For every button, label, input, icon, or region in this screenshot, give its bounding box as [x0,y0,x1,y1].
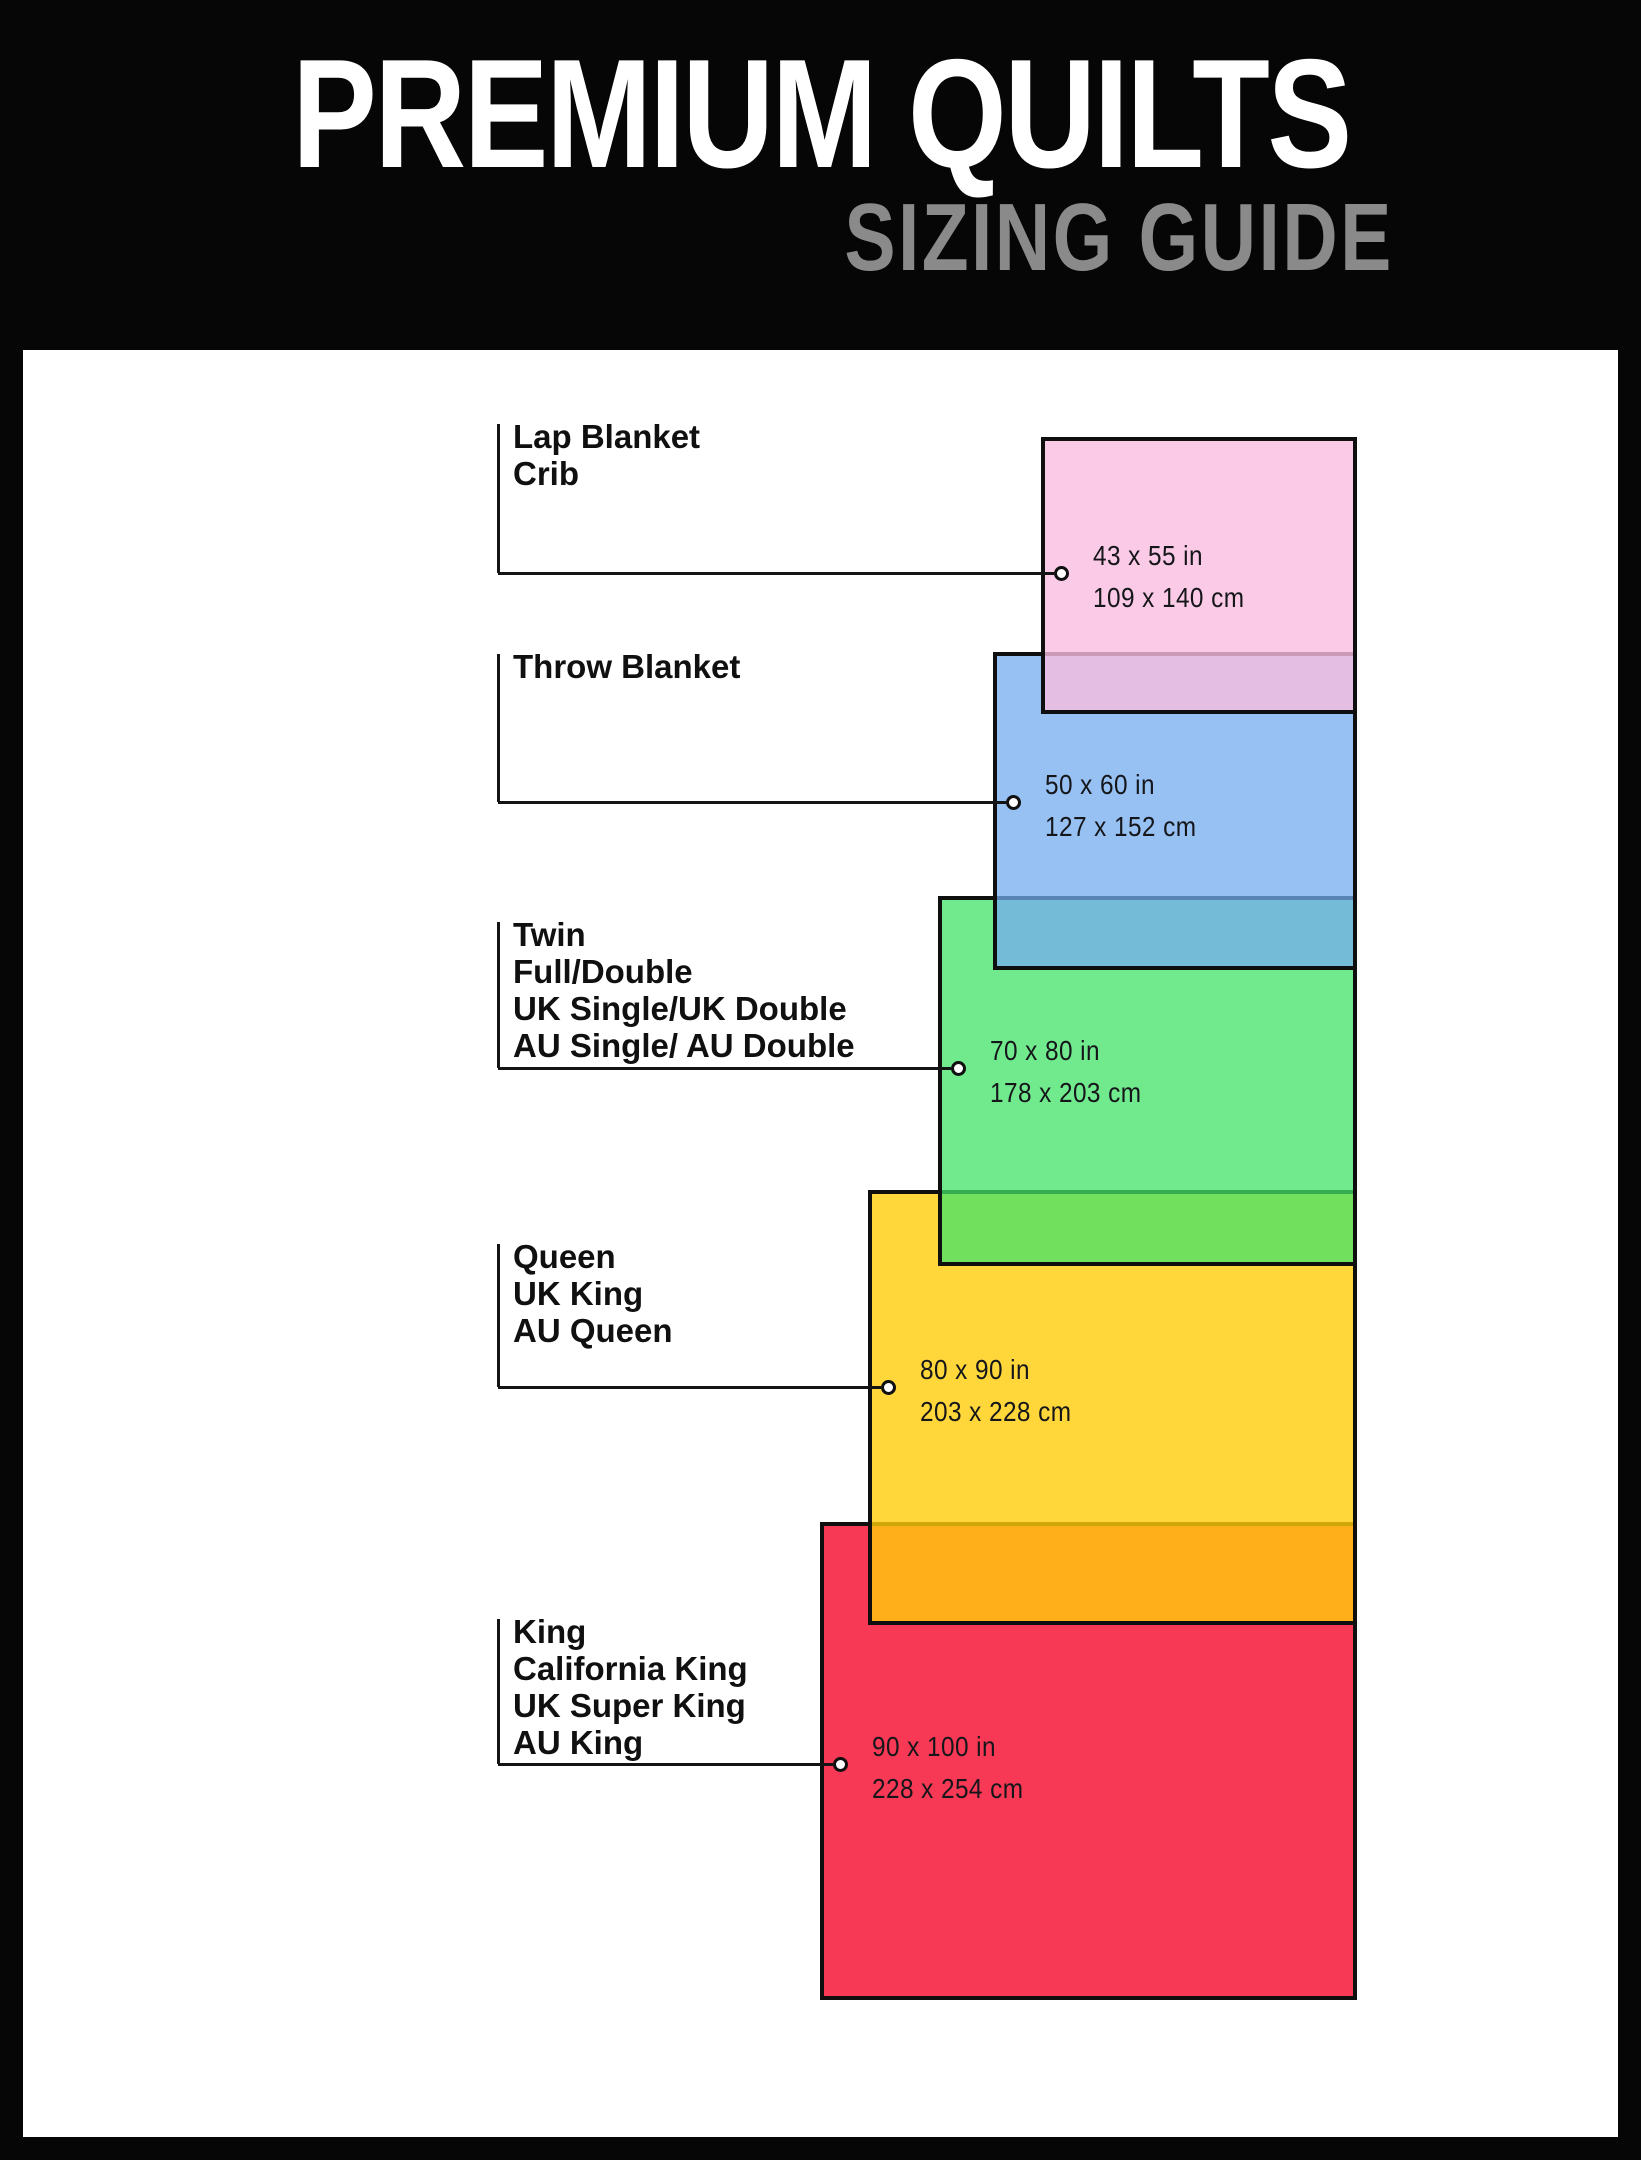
callout-dot [951,1061,966,1076]
size-label: Twin [513,916,586,953]
size-dimensions-queen [920,1349,1071,1433]
size-dimensions-lap-blanket-crib [1093,535,1244,619]
page-subtitle: SIZING GUIDE [844,184,1394,291]
callout-vline [497,424,500,573]
size-label: Throw Blanket [513,648,741,685]
size-label: AU Queen [513,1312,673,1349]
dimension-inches: 70 x 80 in [990,1035,1100,1066]
callout-hline [498,1067,951,1070]
page-title: PREMIUM QUILTS [291,27,1350,200]
dimension-inches: 43 x 55 in [1093,540,1203,571]
callout-hline [498,572,1054,575]
size-label: Lap Blanket [513,418,701,455]
size-label: King [513,1613,587,1650]
callout-hline [498,1763,833,1766]
dimension-cm: 178 x 203 cm [990,1077,1142,1108]
size-labels-king [513,1613,748,1761]
size-dimensions-throw-blanket [1045,764,1196,848]
dimension-cm: 127 x 152 cm [1045,811,1197,842]
callout-vline [497,1619,500,1764]
callout-vline [497,922,500,1068]
size-label: AU Single/ AU Double [513,1027,855,1064]
callout-hline [498,1386,881,1389]
size-label: Queen [513,1238,616,1275]
size-labels-twin-full-double [513,916,855,1064]
size-dimensions-twin-full-double [990,1030,1141,1114]
size-label: UK Single/UK Double [513,990,847,1027]
size-label: UK King [513,1275,644,1312]
callout-dot [1054,566,1069,581]
size-label: Crib [513,455,579,492]
dimension-inches: 90 x 100 in [872,1731,996,1762]
header-band [0,0,1641,350]
callout-hline [498,801,1006,804]
dimension-inches: 80 x 90 in [920,1354,1030,1385]
size-labels-throw-blanket [513,648,740,685]
size-label: AU King [513,1724,644,1761]
dimension-cm: 203 x 228 cm [920,1396,1072,1427]
size-labels-lap-blanket-crib [513,418,700,492]
size-label: UK Super King [513,1687,746,1724]
size-label: California King [513,1650,748,1687]
size-labels-queen [513,1238,673,1349]
callout-vline [497,654,500,802]
callout-dot [1006,795,1021,810]
dimension-cm: 228 x 254 cm [872,1773,1024,1804]
size-label: Full/Double [513,953,693,990]
size-dimensions-king [872,1726,1023,1810]
dimension-cm: 109 x 140 cm [1093,582,1245,613]
dimension-inches: 50 x 60 in [1045,769,1155,800]
callout-dot [881,1380,896,1395]
callout-vline [497,1244,500,1387]
callout-dot [833,1757,848,1772]
